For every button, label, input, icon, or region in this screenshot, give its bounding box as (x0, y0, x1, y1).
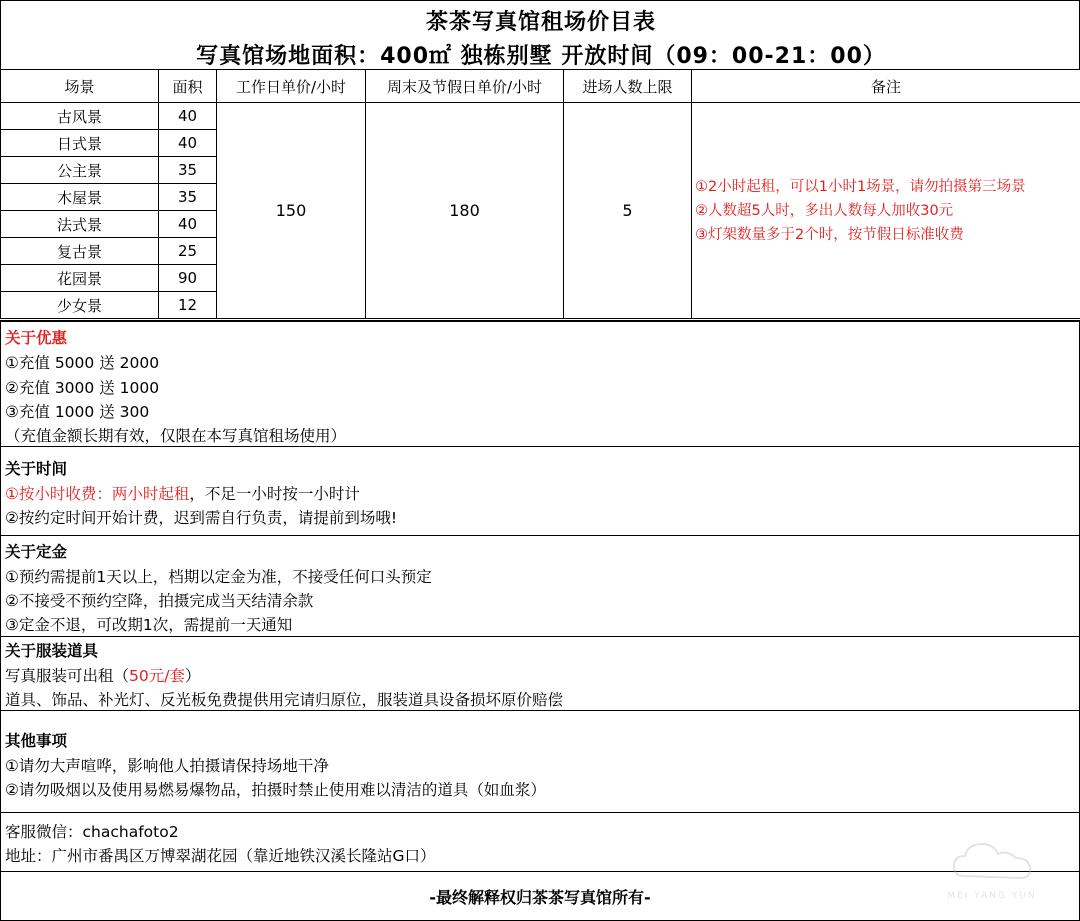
time-heading: 关于时间 (5, 460, 68, 478)
scene-cell: 少女景 (1, 292, 159, 319)
deposit-line-1: ①预约需提前1天以上，档期以定金为准，不接受任何口头预定 (5, 568, 432, 586)
area-cell: 35 (159, 184, 217, 211)
costume-line-1-prefix: 写真服装可出租（ (5, 667, 130, 685)
page-subtitle: 写真馆场地面积：400㎡ 独栋别墅 开放时间（09：00-21：00） (196, 44, 886, 69)
costume-line-1 (5, 664, 200, 686)
time-section (0, 446, 1080, 535)
time-line-1 (5, 482, 360, 504)
scene-cell: 公主景 (1, 157, 159, 184)
discount-line-3: ③充值 1000 送 300 (5, 403, 150, 421)
scene-cell: 花园景 (1, 265, 159, 292)
time-line-1-prefix: ① (5, 485, 19, 503)
discount-line-2: ②充值 3000 送 1000 (5, 379, 160, 397)
costume-line-2: 道具、饰品、补光灯、反光板免费提供用完请归原位，服装道具设备损坏原价赔偿 (5, 691, 564, 709)
note-line-2: ②人数超5人时，多出人数每人加收30元 (695, 202, 954, 219)
deposit-heading: 关于定金 (5, 543, 68, 561)
title-block (0, 0, 1080, 70)
footer (0, 871, 1080, 921)
costume-section (0, 636, 1080, 710)
deposit-line-2: ②不接受不预约空降，拍摄完成当天结清余款 (5, 592, 314, 610)
costume-heading: 关于服装道具 (5, 642, 99, 660)
discount-note: （充值金额长期有效，仅限在本写真馆租场使用） (5, 427, 347, 445)
deposit-section (0, 535, 1080, 636)
note-line-1: ①2小时起租，可以1小时1场景，请勿拍摄第三场景 (695, 178, 1026, 195)
scene-cell: 复古景 (1, 238, 159, 265)
time-line-1-highlight: 按小时收费：两小时起租 (18, 485, 190, 503)
other-heading: 其他事项 (5, 732, 68, 750)
time-line-2: ②按约定时间开始计费，迟到需自行负责，请提前到场哦! (5, 509, 398, 527)
max-people-cell: 5 (564, 103, 692, 319)
col-header-notes: 备注 (692, 70, 1080, 103)
price-table (0, 69, 1080, 319)
cloud-watermark-icon (932, 826, 1052, 906)
address: 地址：广州市番禺区万博翠湖花园（靠近地铁汉溪长隆站G口） (5, 847, 436, 865)
col-header-weekday-price: 工作日单价/小时 (217, 70, 366, 103)
costume-line-1-suffix: ） (184, 667, 201, 685)
scene-cell: 木屋景 (1, 184, 159, 211)
table-row (1, 103, 1080, 130)
scene-cell: 古风景 (1, 103, 159, 130)
deposit-line-3: ③定金不退，可改期1次，需提前一天通知 (5, 616, 293, 634)
col-header-scene: 场景 (1, 70, 159, 103)
contact-section (0, 812, 1080, 872)
wechat-contact: 客服微信：chachafoto2 (5, 823, 179, 841)
area-cell: 40 (159, 103, 217, 130)
other-line-1: ①请勿大声喧哗，影响他人拍摄请保持场地干净 (5, 757, 329, 775)
area-cell: 25 (159, 238, 217, 265)
col-header-max-people: 进场人数上限 (564, 70, 692, 103)
discount-section (0, 320, 1080, 447)
discount-heading: 关于优惠 (5, 329, 68, 347)
notes-cell (692, 103, 1080, 319)
footer-text: -最终解释权归茶茶写真馆所有- (429, 888, 651, 907)
area-cell: 90 (159, 265, 217, 292)
area-cell: 35 (159, 157, 217, 184)
time-line-1-rest: ，不足一小时按一小时计 (189, 485, 360, 503)
costume-price: 50元/套 (129, 667, 185, 685)
scene-cell: 日式景 (1, 130, 159, 157)
col-header-area: 面积 (159, 70, 217, 103)
scene-cell: 法式景 (1, 211, 159, 238)
watermark-text: MEI YANG YUN (947, 891, 1037, 901)
other-line-2: ②请勿吸烟以及使用易燃易爆物品，拍摄时禁止使用难以清洁的道具（如血浆） (5, 781, 546, 799)
other-section (0, 710, 1080, 812)
discount-line-1: ①充值 5000 送 2000 (5, 354, 160, 372)
page-title: 茶茶写真馆租场价目表 (425, 10, 656, 35)
weekday-price-cell: 150 (217, 103, 366, 319)
col-header-weekend-price: 周末及节假日单价/小时 (366, 70, 564, 103)
area-cell: 40 (159, 211, 217, 238)
note-line-3: ③灯架数量多于2个时，按节假日标准收费 (695, 226, 964, 243)
area-cell: 40 (159, 130, 217, 157)
area-cell: 12 (159, 292, 217, 319)
weekend-price-cell: 180 (366, 103, 564, 319)
table-header-row (1, 70, 1080, 103)
